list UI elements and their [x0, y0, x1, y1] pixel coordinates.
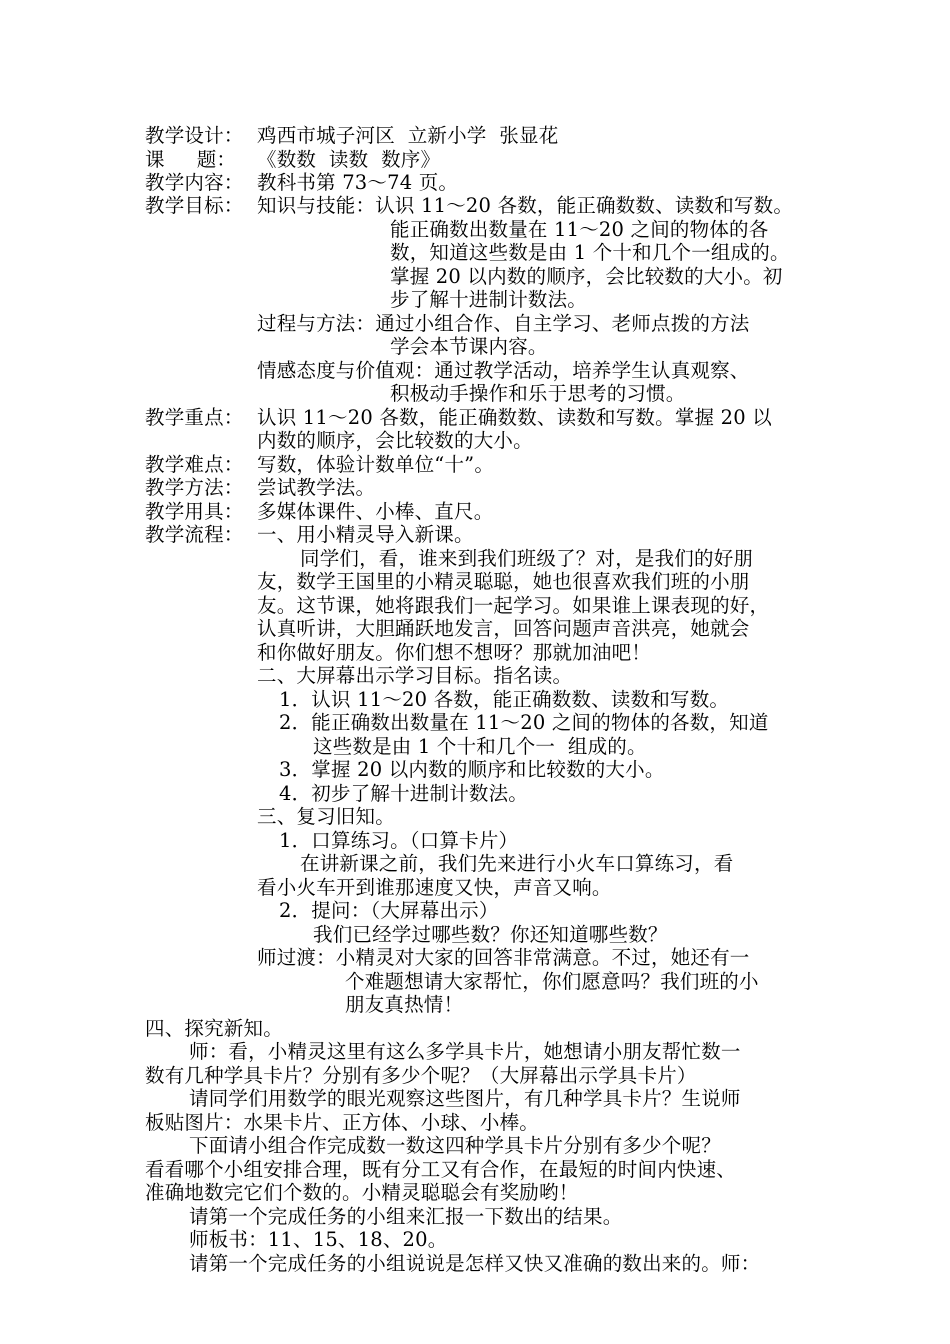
section-2-item: 这些数是由 1 个十和几个一 组成的。: [313, 735, 647, 758]
section-1-title: 一、用小精灵导入新课。: [257, 523, 474, 546]
section-3-title: 三、复习旧知。: [257, 805, 395, 828]
section-2-title: 二、大屏幕出示学习目标。指名读。: [257, 664, 573, 687]
method-value: 尝试教学法。: [257, 476, 376, 499]
transition-line: 个难题想请大家帮忙，你们愿意吗？我们班的小: [345, 970, 759, 993]
objective-line: 能正确数出数量在 11～20 之间的物体的各: [390, 218, 769, 241]
section-4-line: 下面请小组合作完成数一数这四种学具卡片分别有多少个呢？: [189, 1134, 721, 1157]
objective-line: 步了解十进制计数法。: [390, 288, 588, 311]
section-2-item: 4．初步了解十进制计数法。: [279, 782, 529, 805]
objective-line: 情感态度与价值观：通过教学活动，培养学生认真观察、: [257, 359, 750, 382]
difficulty-label: 教学难点：: [145, 453, 244, 476]
designer-label: 教学设计：: [145, 124, 244, 147]
topic-value: 《数数 读数 数序》: [257, 148, 441, 171]
difficulty-value: 写数，体验计数单位“十”。: [257, 453, 495, 476]
section-1-line: 和你做好朋友。你们想不想呀？那就加油吧！: [257, 641, 652, 664]
tools-value: 多媒体课件、小棒、直尺。: [257, 500, 494, 523]
section-4-line: 请同学们用数学的眼光观察这些图片，有几种学具卡片？生说师: [189, 1087, 741, 1110]
section-1-line: 同学们，看，谁来到我们班级了？对，是我们的好朋: [300, 547, 754, 570]
section-4-line: 板贴图片：水果卡片、正方体、小球、小棒。: [145, 1111, 540, 1134]
section-4-line: 请第一个完成任务的小组来汇报一下数出的结果。: [189, 1205, 623, 1228]
focus-label: 教学重点：: [145, 406, 244, 429]
section-3-line: 在讲新课之前，我们先来进行小火车口算练习，看: [300, 852, 734, 875]
method-label: 教学方法：: [145, 476, 244, 499]
focus-line: 内数的顺序，会比较数的大小。: [257, 429, 533, 452]
section-3-item-2: 2．提问：（大屏幕出示）: [279, 899, 499, 922]
topic-label: 课 题：: [145, 148, 237, 171]
section-3-line: 看小火车开到谁那速度又快，声音又响。: [257, 876, 612, 899]
section-4-line: 师：看，小精灵这里有这么多学具卡片，她想请小朋友帮忙数一: [189, 1040, 741, 1063]
section-3-item-1: 1．口算练习。（口算卡片）: [279, 829, 519, 852]
objective-line: 数，知道这些数是由 1 个十和几个一组成的。: [390, 241, 790, 264]
objective-line: 掌握 20 以内数的顺序，会比较数的大小。初: [390, 265, 783, 288]
designer-value: 鸡西市城子河区 立新小学 张显花: [257, 124, 559, 147]
section-4-line: 师板书：11、15、18、20。: [189, 1228, 448, 1251]
section-4-title: 四、探究新知。: [145, 1017, 283, 1040]
tools-label: 教学用具：: [145, 500, 244, 523]
objective-line: 学会本节课内容。: [390, 335, 548, 358]
section-1-line: 认真听讲，大胆踊跃地发言，回答问题声音洪亮，她就会: [257, 617, 750, 640]
objective-line: 积极动手操作和乐于思考的习惯。: [390, 382, 686, 405]
objective-line: 知识与技能：认识 11～20 各数，能正确数数、读数和写数。: [257, 194, 794, 217]
content-value: 教科书第 73～74 页。: [257, 171, 459, 194]
transition-line: 朋友真热情！: [345, 993, 464, 1016]
section-2-item: 2．能正确数出数量在 11～20 之间的物体的各数，知道: [279, 711, 769, 734]
section-1-line: 友。这节课，她将跟我们一起学习。如果谁上课表现的好，: [257, 594, 770, 617]
content-label: 教学内容：: [145, 171, 244, 194]
section-1-line: 友，数学王国里的小精灵聪聪，她也很喜欢我们班的小朋: [257, 570, 750, 593]
objective-line: 过程与方法：通过小组合作、自主学习、老师点拨的方法: [257, 312, 750, 335]
section-2-item: 1．认识 11～20 各数，能正确数数、读数和写数。: [279, 688, 730, 711]
section-4-line: 看看哪个小组安排合理，既有分工又有合作，在最短的时间内快速、: [145, 1158, 737, 1181]
focus-line: 认识 11～20 各数，能正确数数、读数和写数。掌握 20 以: [257, 406, 772, 429]
objectives-label: 教学目标：: [145, 194, 244, 217]
section-3-line: 我们已经学过哪些数？你还知道哪些数？: [313, 923, 668, 946]
section-2-item: 3．掌握 20 以内数的顺序和比较数的大小。: [279, 758, 665, 781]
section-4-line: 准确地数完它们个数的。小精灵聪聪会有奖励哟！: [145, 1181, 579, 1204]
section-4-line: 数有几种学具卡片？分别有多少个呢？（大屏幕出示学具卡片）: [145, 1064, 697, 1087]
flow-label: 教学流程：: [145, 523, 244, 546]
section-4-line: 请第一个完成任务的小组说说是怎样又快又准确的数出来的。师：: [189, 1252, 761, 1275]
transition-line: 师过渡：小精灵对大家的回答非常满意。不过，她还有一: [257, 946, 750, 969]
